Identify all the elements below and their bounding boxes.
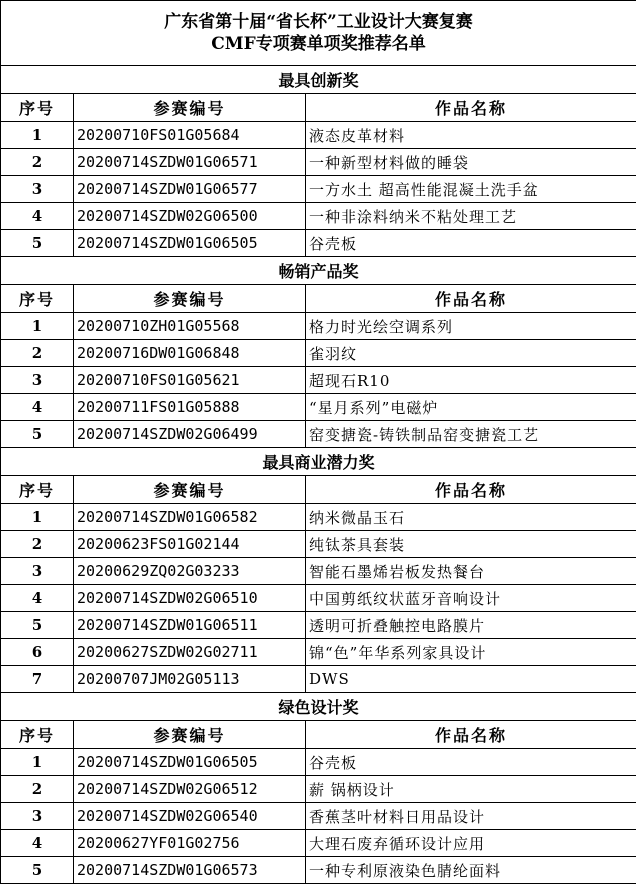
- column-header-index: 序号: [1, 285, 74, 313]
- row-name: 一种专利原液染色腈纶面料: [306, 857, 636, 884]
- row-name: 一种非涂料纳米不粘处理工艺: [306, 203, 636, 230]
- table-row: [1, 504, 636, 531]
- section-title: 最具创新奖: [1, 66, 636, 94]
- column-header-code: 参赛编号: [74, 285, 306, 313]
- row-name: 薪 锅柄设计: [306, 776, 636, 803]
- row-index: 2: [1, 149, 74, 176]
- table-row: [1, 421, 636, 448]
- row-code: 20200623FS01G02144: [74, 531, 306, 558]
- table-row: [1, 585, 636, 612]
- column-header-code: 参赛编号: [74, 94, 306, 122]
- row-index: 2: [1, 340, 74, 367]
- row-index: 7: [1, 666, 74, 693]
- row-code: 20200714SZDW01G06577: [74, 176, 306, 203]
- row-name: 格力时光绘空调系列: [306, 313, 636, 340]
- column-header-code: 参赛编号: [74, 721, 306, 749]
- row-index: 3: [1, 367, 74, 394]
- row-code: 20200627YF01G02756: [74, 830, 306, 857]
- column-header-row: [1, 476, 636, 504]
- row-name: 智能石墨烯岩板发热餐台: [306, 558, 636, 585]
- column-header-name: 作品名称: [306, 94, 636, 122]
- table-row: [1, 203, 636, 230]
- row-index: 4: [1, 830, 74, 857]
- document-title-row: [1, 1, 636, 66]
- column-header-name: 作品名称: [306, 476, 636, 504]
- column-header-index: 序号: [1, 476, 74, 504]
- row-index: 2: [1, 776, 74, 803]
- section-title-row: [1, 448, 636, 476]
- row-code: 20200710ZH01G05568: [74, 313, 306, 340]
- column-header-code: 参赛编号: [74, 476, 306, 504]
- row-code: 20200714SZDW01G06511: [74, 612, 306, 639]
- row-name: 透明可折叠触控电路膜片: [306, 612, 636, 639]
- row-index: 1: [1, 313, 74, 340]
- row-index: 1: [1, 504, 74, 531]
- section-title: 最具商业潜力奖: [1, 448, 636, 476]
- table-row: [1, 149, 636, 176]
- section-title: 绿色设计奖: [1, 693, 636, 721]
- row-code: 20200714SZDW01G06571: [74, 149, 306, 176]
- row-code: 20200714SZDW02G06499: [74, 421, 306, 448]
- row-index: 6: [1, 639, 74, 666]
- row-name: “星月系列”电磁炉: [306, 394, 636, 421]
- row-index: 2: [1, 531, 74, 558]
- document-title: [1, 1, 636, 66]
- table-row: [1, 639, 636, 666]
- row-name: 液态皮革材料: [306, 122, 636, 149]
- row-index: 5: [1, 230, 74, 257]
- document-title-line2: CMF专项赛单项奖推荐名单: [1, 33, 636, 55]
- column-header-row: [1, 94, 636, 122]
- section-title: 畅销产品奖: [1, 257, 636, 285]
- row-name: 超现石R10: [306, 367, 636, 394]
- row-name: 中国剪纸纹状蓝牙音响设计: [306, 585, 636, 612]
- table-row: [1, 666, 636, 693]
- row-code: 20200714SZDW02G06510: [74, 585, 306, 612]
- row-code: 20200714SZDW01G06505: [74, 749, 306, 776]
- row-code: 20200710FS01G05621: [74, 367, 306, 394]
- table-row: [1, 830, 636, 857]
- row-name: 一方水土 超高性能混凝土洗手盆: [306, 176, 636, 203]
- row-code: 20200711FS01G05888: [74, 394, 306, 421]
- table-row: [1, 531, 636, 558]
- row-index: 3: [1, 176, 74, 203]
- row-code: 20200714SZDW02G06500: [74, 203, 306, 230]
- table-row: [1, 367, 636, 394]
- section-title-row: [1, 693, 636, 721]
- column-header-row: [1, 285, 636, 313]
- row-index: 4: [1, 585, 74, 612]
- row-name: 谷壳板: [306, 230, 636, 257]
- table-row: [1, 176, 636, 203]
- column-header-name: 作品名称: [306, 721, 636, 749]
- row-index: 3: [1, 558, 74, 585]
- row-code: 20200629ZQ02G03233: [74, 558, 306, 585]
- column-header-row: [1, 721, 636, 749]
- table-row: [1, 122, 636, 149]
- column-header-index: 序号: [1, 721, 74, 749]
- row-code: 20200714SZDW02G06540: [74, 803, 306, 830]
- table-row: [1, 558, 636, 585]
- row-name: 香蕉茎叶材料日用品设计: [306, 803, 636, 830]
- row-name: 锦“色”年华系列家具设计: [306, 639, 636, 666]
- row-code: 20200714SZDW02G06512: [74, 776, 306, 803]
- row-index: 5: [1, 857, 74, 884]
- row-name: 一种新型材料做的睡袋: [306, 149, 636, 176]
- section-title-row: [1, 257, 636, 285]
- row-index: 5: [1, 612, 74, 639]
- table-row: [1, 749, 636, 776]
- column-header-name: 作品名称: [306, 285, 636, 313]
- row-name: 雀羽纹: [306, 340, 636, 367]
- row-name: 纳米微晶玉石: [306, 504, 636, 531]
- row-index: 1: [1, 122, 74, 149]
- row-index: 4: [1, 394, 74, 421]
- row-code: 20200710FS01G05684: [74, 122, 306, 149]
- row-index: 5: [1, 421, 74, 448]
- row-name: 窑变搪瓷-铸铁制品窑变搪瓷工艺: [306, 421, 636, 448]
- column-header-index: 序号: [1, 94, 74, 122]
- row-name: 谷壳板: [306, 749, 636, 776]
- table-row: [1, 857, 636, 884]
- award-table-body: [1, 1, 636, 884]
- row-code: 20200714SZDW01G06582: [74, 504, 306, 531]
- row-code: 20200714SZDW01G06573: [74, 857, 306, 884]
- document-title-line1: 广东省第十届“省长杯”工业设计大赛复赛: [1, 11, 636, 33]
- row-index: 1: [1, 749, 74, 776]
- row-code: 20200714SZDW01G06505: [74, 230, 306, 257]
- table-row: [1, 612, 636, 639]
- row-code: 20200707JM02G05113: [74, 666, 306, 693]
- row-code: 20200627SZDW02G02711: [74, 639, 306, 666]
- table-row: [1, 394, 636, 421]
- section-title-row: [1, 66, 636, 94]
- table-row: [1, 340, 636, 367]
- row-name: 纯钛茶具套装: [306, 531, 636, 558]
- table-row: [1, 313, 636, 340]
- row-name: DWS: [306, 666, 636, 693]
- table-row: [1, 803, 636, 830]
- table-row: [1, 776, 636, 803]
- row-code: 20200716DW01G06848: [74, 340, 306, 367]
- row-index: 3: [1, 803, 74, 830]
- row-name: 大理石废弃循环设计应用: [306, 830, 636, 857]
- table-row: [1, 230, 636, 257]
- row-index: 4: [1, 203, 74, 230]
